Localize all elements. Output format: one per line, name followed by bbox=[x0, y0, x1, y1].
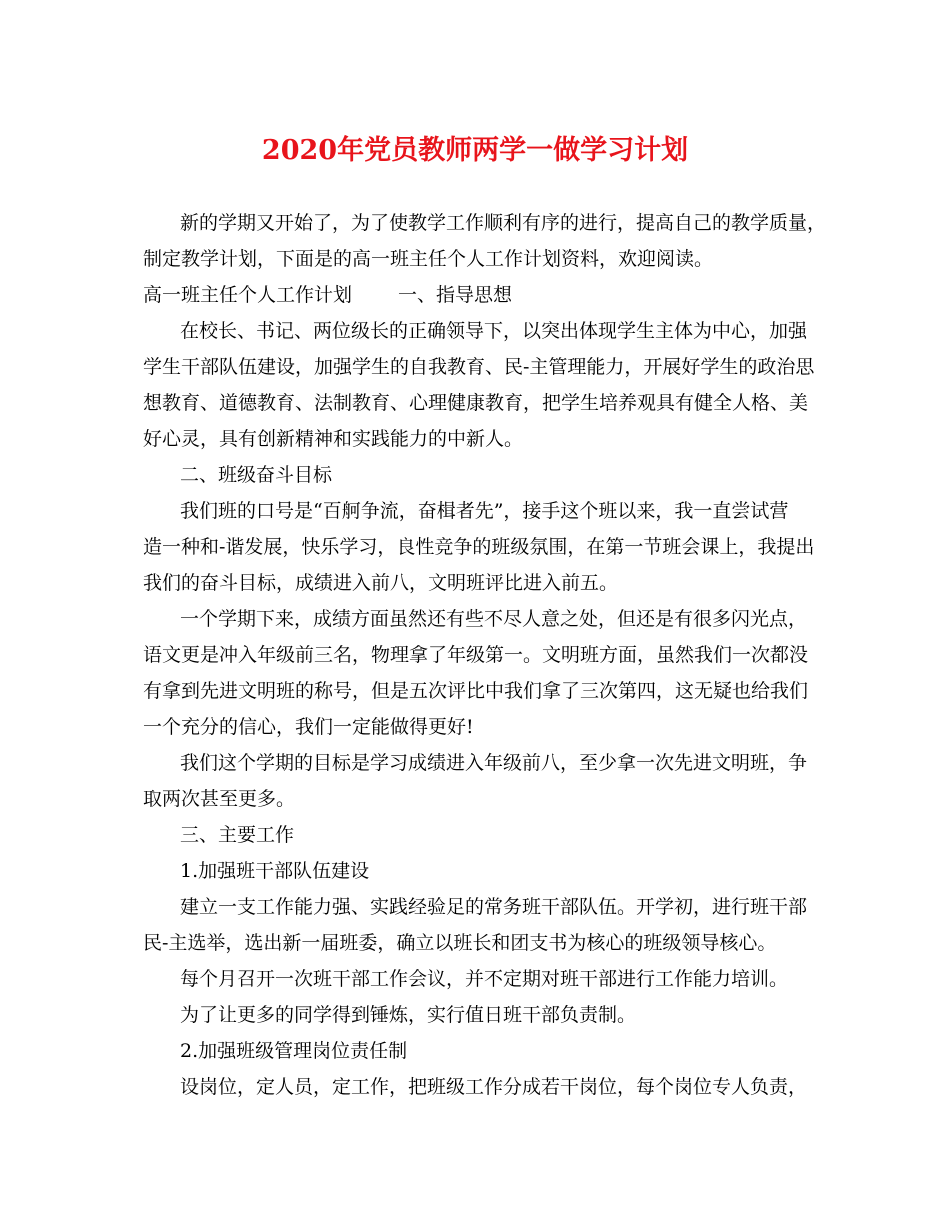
subsection-heading: 2.加强班级管理岗位责任制 bbox=[180, 1040, 408, 1062]
paragraph-line: 好心灵，具有创新精神和实践能力的中新人。 bbox=[143, 428, 524, 450]
paragraph-line: 我们这个学期的目标是学习成绩进入年级前八，至少拿一次先进文明班，争 bbox=[180, 752, 808, 774]
section-heading: 一、指导思想 bbox=[398, 284, 513, 306]
paragraph-line: 每个月召开一次班干部工作会议，并不定期对班干部进行工作能力培训。 bbox=[180, 968, 789, 990]
document-title: 2020年党员教师两学一做学习计划 bbox=[261, 135, 689, 166]
document-body bbox=[143, 205, 827, 1105]
subsection-heading: 1.加强班干部队伍建设 bbox=[180, 860, 370, 882]
paragraph-line: 新的学期又开始了，为了使教学工作顺利有序的进行，提高自己的教学质量， bbox=[180, 212, 827, 234]
section-heading: 二、班级奋斗目标 bbox=[180, 464, 333, 486]
paragraph-line: 建立一支工作能力强、实践经验足的常务班干部队伍。开学初，进行班干部 bbox=[180, 896, 808, 918]
paragraph-line: 取两次甚至更多。 bbox=[143, 788, 296, 810]
paragraph-line: 造一种和-谐发展，快乐学习，良性竞争的班级氛围，在第一节班会课上，我提出 bbox=[143, 536, 815, 558]
paragraph-line: 一个学期下来，成绩方面虽然还有些不尽人意之处，但还是有很多闪光点， bbox=[180, 608, 808, 630]
paragraph-line: 学生干部队伍建设，加强学生的自我教育、民-主管理能力，开展好学生的政治思 bbox=[143, 356, 815, 378]
paragraph-line: 制定教学计划，下面是的高一班主任个人工作计划资料，欢迎阅读。 bbox=[143, 248, 714, 270]
paragraph-line: 在校长、书记、两位级长的正确领导下，以突出体现学生主体为中心，加强 bbox=[180, 320, 808, 342]
paragraph-line: 为了让更多的同学得到锤炼，实行值日班干部负责制。 bbox=[180, 1004, 637, 1026]
paragraph-line: 设岗位，定人员，定工作，把班级工作分成若干岗位，每个岗位专人负责， bbox=[180, 1076, 808, 1098]
paragraph-line: 我们的奋斗目标，成绩进入前八，文明班评比进入前五。 bbox=[143, 572, 619, 594]
paragraph-line: 民-主选举，选出新一届班委，确立以班长和团支书为核心的班级领导核心。 bbox=[143, 932, 777, 954]
section-heading-row bbox=[143, 277, 807, 313]
paragraph-line: 我们班的口号是“百舸争流，奋楫者先”，接手这个班以来，我一直尝试营 bbox=[180, 500, 789, 522]
paragraph-line: 一个充分的信心，我们一定能做得更好! bbox=[143, 716, 474, 738]
paragraph-line: 语文更是冲入年级前三名，物理拿了年级第一。文明班方面，虽然我们一次都没 bbox=[143, 644, 809, 666]
section-heading: 三、主要工作 bbox=[180, 824, 295, 846]
plan-subtitle: 高一班主任个人工作计划 bbox=[143, 284, 353, 306]
paragraph-line: 有拿到先进文明班的称号，但是五次评比中我们拿了三次第四，这无疑也给我们 bbox=[143, 680, 809, 702]
paragraph-line: 想教育、道德教育、法制教育、心理健康教育，把学生培养观具有健全人格、美 bbox=[143, 392, 809, 414]
